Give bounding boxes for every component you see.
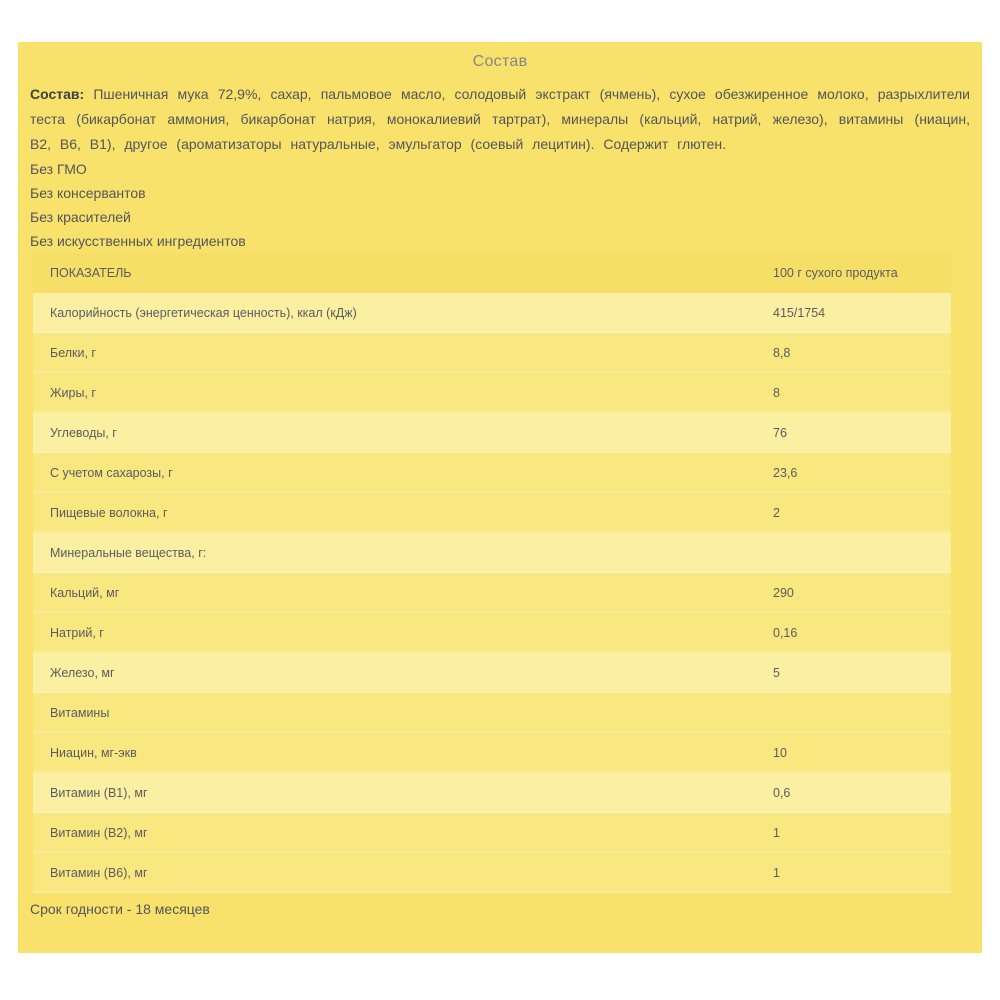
- row-label: Железо, мг: [50, 666, 115, 680]
- claim-line-preservatives: Без консервантов: [30, 185, 146, 201]
- row-value: 415/1754: [773, 306, 826, 320]
- column-header-indicator: ПОКАЗАТЕЛЬ: [50, 266, 132, 280]
- claim-line-gmo: Без ГМО: [30, 161, 87, 177]
- table-row: [33, 333, 951, 373]
- row-value: 10: [773, 746, 787, 760]
- row-value: 5: [773, 666, 780, 680]
- table-row: [33, 533, 951, 573]
- row-value: 2: [773, 506, 780, 520]
- row-label: Жиры, г: [50, 386, 96, 400]
- row-label: Витамин (В1), мг: [50, 786, 148, 800]
- row-value: 290: [773, 586, 794, 600]
- row-label: Натрий, г: [50, 626, 104, 640]
- row-value: 1: [773, 826, 780, 840]
- table-row: [33, 573, 951, 613]
- row-label: Минеральные вещества, г:: [50, 546, 207, 560]
- row-value: 1: [773, 866, 780, 880]
- row-label: Витамин (В2), мг: [50, 826, 148, 840]
- page-title: Состав: [472, 53, 528, 70]
- ingredients-text: Пшеничная мука 72,9%, сахар, пальмовое масло, солодовый экстракт (ячмень), сухое обезжиренное молоко, разрыхлители теста (бикарбонат аммония, бикарбонат натрия, монокалиевий тартрат), минералы (кальций, натрий, железо), витамины (ниацин, В2, В6, В1), другое (ароматизаторы натуральные, эмульгатор (соевый лецитин). Содержит глютен.: [30, 86, 970, 152]
- ingredients-label: Состав:: [30, 86, 85, 102]
- row-value: 23,6: [773, 466, 798, 480]
- row-value: 76: [773, 426, 787, 440]
- ingredients-paragraph: [30, 82, 970, 157]
- table-row: [33, 373, 951, 413]
- claim-line-artificial: Без искусственных ингредиентов: [30, 233, 246, 249]
- table-row: [33, 613, 951, 653]
- column-header-amount: 100 г сухого продукта: [773, 266, 898, 280]
- row-label: Калорийность (энергетическая ценность), ккал (кДж): [50, 306, 357, 320]
- row-label: Белки, г: [50, 346, 96, 360]
- product-composition-panel: [18, 42, 982, 953]
- shelf-life-text: Срок годности - 18 месяцев: [30, 901, 210, 917]
- row-value: 0,16: [773, 626, 798, 640]
- row-label: С учетом сахарозы, г: [50, 466, 173, 480]
- row-label: Ниацин, мг-экв: [50, 746, 137, 760]
- row-value: 8: [773, 386, 780, 400]
- row-label: Углеводы, г: [50, 426, 117, 440]
- row-value: 8,8: [773, 346, 791, 360]
- table-row: [33, 453, 951, 493]
- table-row: [33, 813, 951, 853]
- claim-line-colorants: Без красителей: [30, 209, 131, 225]
- table-row: [33, 773, 951, 813]
- table-row: [33, 493, 951, 533]
- row-value: 0,6: [773, 786, 791, 800]
- row-label: Витамины: [50, 706, 110, 720]
- table-row: [33, 653, 951, 693]
- table-row: [33, 733, 951, 773]
- table-row: [33, 693, 951, 733]
- table-header-row: [33, 253, 951, 293]
- nutrition-table: [33, 253, 951, 893]
- row-label: Пищевые волокна, г: [50, 506, 168, 520]
- table-row: [33, 293, 951, 333]
- row-label: Витамин (В6), мг: [50, 866, 148, 880]
- table-row: [33, 413, 951, 453]
- claims-list: [30, 157, 970, 253]
- table-body: [33, 293, 951, 893]
- row-label: Кальций, мг: [50, 586, 120, 600]
- table-row: [33, 853, 951, 893]
